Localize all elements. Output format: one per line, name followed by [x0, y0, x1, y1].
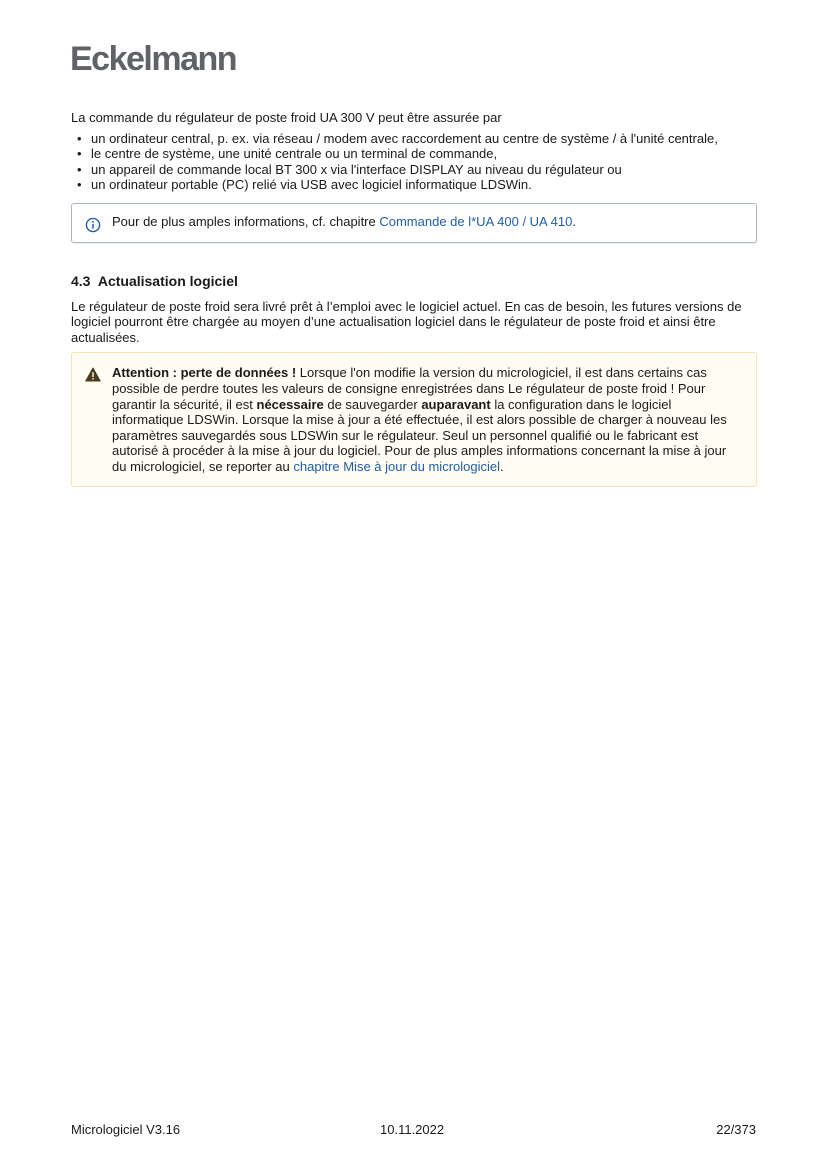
- footer-page-number: 22/373: [716, 1122, 756, 1137]
- section-title: Actualisation logiciel: [97, 272, 238, 289]
- page-content: [71, 110, 757, 487]
- list-item: • le centre de système, une unité centrale ou un terminal de commande,: [71, 146, 757, 162]
- info-text: Pour de plus amples informations, cf. chapitre: [112, 213, 380, 229]
- intro-text: La commande du régulateur de poste froid UA 300 V peut être assurée par: [71, 110, 502, 125]
- warning-note: [71, 352, 757, 486]
- list-item: • un appareil de commande local BT 300 x via l'interface DISPLAY au niveau du régulateur ou: [71, 162, 757, 178]
- list-item: • un ordinateur central, p. ex. via réseau / modem avec raccordement au centre de système / à l'unité centrale,: [71, 131, 757, 147]
- info-note: [71, 203, 757, 243]
- section-paragraph: Le régulateur de poste froid sera livré prêt à l’emploi avec le logiciel actuel. En cas de besoin, les futures versions de logiciel pourront être chargée au moyen d’une actualisation logiciel dans le régulateur de poste froid et ainsi être actualisées.: [71, 298, 742, 345]
- info-icon: [85, 217, 101, 233]
- warning-text: de sauvegarder: [323, 396, 422, 412]
- company-logo: Eckelmann: [70, 40, 237, 78]
- control-options-list: [71, 131, 757, 193]
- warning-suffix: .: [500, 458, 504, 474]
- section-number: 4.3: [71, 272, 91, 289]
- warning-text: Lorsque l'on modifie la version du micrologiciel, il est dans certains cas possible de perdre toutes les valeurs de consigne enregistrées dans Le régulateur de poste froid ! Pour garantir la sécurité, il est: [112, 365, 707, 412]
- list-item: • un ordinateur portable (PC) relié via USB avec logiciel informatique LDSWin.: [71, 177, 757, 193]
- warning-emphasis: nécessaire: [256, 396, 324, 412]
- chapter-link[interactable]: Commande de l*UA 400 / UA 410: [379, 213, 573, 229]
- warning-icon: [85, 367, 101, 382]
- info-suffix: .: [572, 213, 576, 229]
- section-heading: [71, 272, 757, 290]
- warning-title: Attention : perte de données !: [112, 365, 297, 381]
- footer-version: Micrologiciel V3.16: [71, 1122, 181, 1137]
- warning-emphasis: auparavant: [421, 396, 491, 412]
- firmware-update-link[interactable]: chapitre Mise à jour du micrologiciel: [293, 458, 501, 474]
- warning-text: la configuration dans le logiciel informatique LDSWin. Lorsque la mise à jour a été effectuée, il est alors possible de charger à nouveau les paramètres sauvegardés sous LDSWin sur le régulateur. Seul un personnel qualifié ou le fabricant est autorisé à procéder à la mise à jour du logiciel. Pour de plus amples informations concernant la mise à jour du micrologiciel, se reporter au: [112, 396, 727, 474]
- footer-date: 10.11.2022: [380, 1122, 445, 1137]
